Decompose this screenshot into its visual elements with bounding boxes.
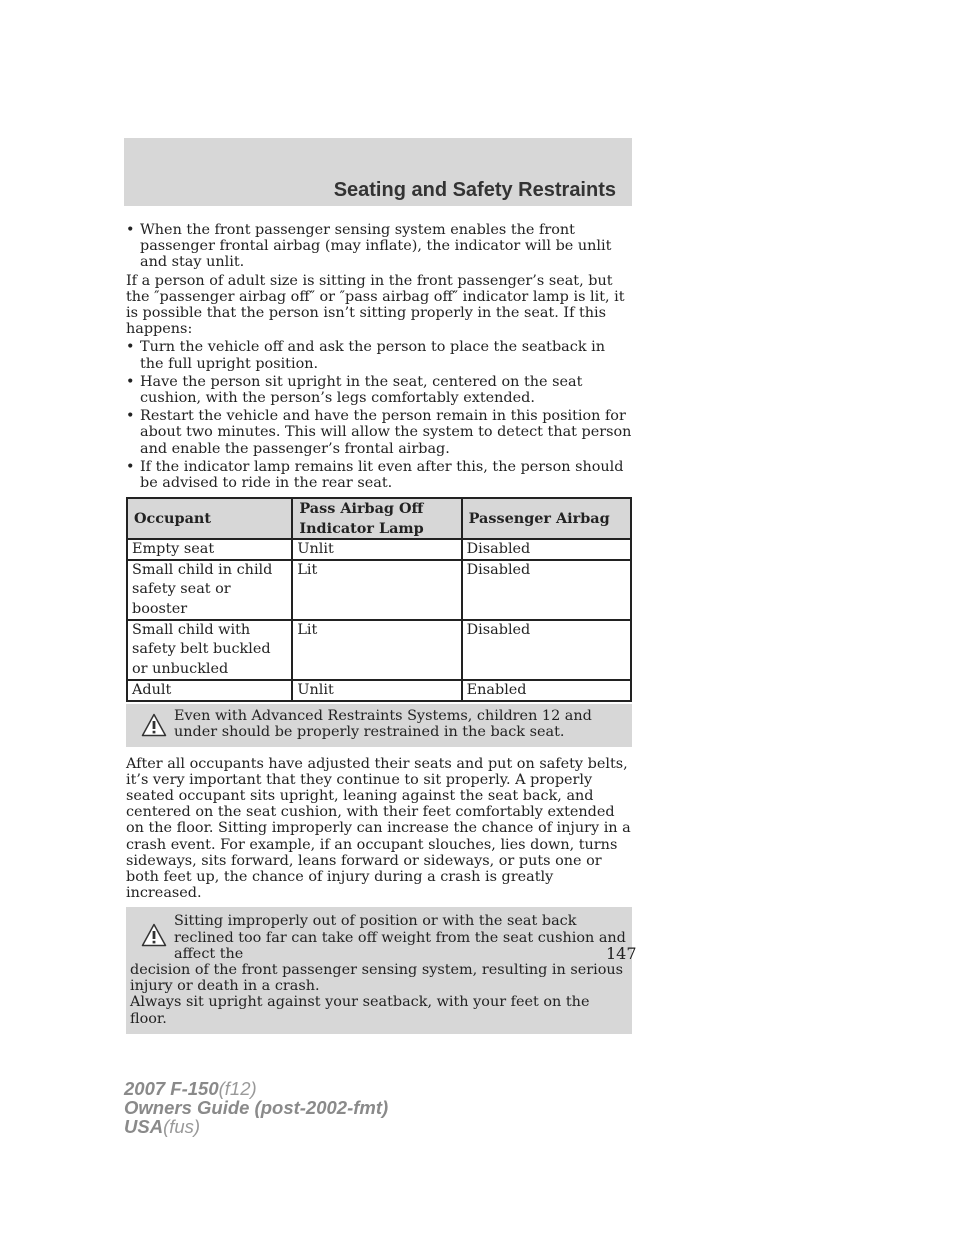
warning-text-continued: decision of the front passenger sensing system, resulting in serious injury or death in a crash. <box>130 962 624 995</box>
table-cell: Adult <box>127 680 292 701</box>
column-header-indicator-lamp: Pass Airbag Off Indicator Lamp <box>292 498 461 539</box>
step-item <box>126 459 632 491</box>
step-text: Turn the vehicle off and ask the person to place the seatback in the full upright position. <box>140 339 605 372</box>
warning-triangle-icon <box>141 713 167 737</box>
paragraph-adult-passenger: If a person of adult size is sitting in the front passenger’s seat, but the ″passenger airbag off″ or ″pass airbag off″ indicator lamp is lit, it is possible that the person isn’t sitting properly in the seat. If this happens: <box>126 272 625 338</box>
footer-market-line <box>124 1117 388 1136</box>
table-cell: Small child in child safety seat or booster <box>127 560 292 620</box>
table-row <box>127 560 631 620</box>
bullet-item <box>126 222 632 271</box>
warning-box-children <box>126 704 632 746</box>
section-title: Seating and Safety Restraints <box>333 179 616 201</box>
document-footer <box>124 1079 388 1136</box>
column-header-passenger-airbag: Passenger Airbag <box>462 498 631 539</box>
table-row <box>127 620 631 680</box>
bullet-marker: • <box>126 458 135 475</box>
footer-model-line <box>124 1079 388 1098</box>
warning-triangle-icon <box>141 923 167 947</box>
bullet-marker: • <box>126 222 135 238</box>
table-cell: Unlit <box>292 539 461 560</box>
warning-text: Even with Advanced Restraints Systems, children 12 and under should be properly restrained in the back seat. <box>174 708 592 741</box>
bullet-marker: • <box>126 408 135 425</box>
warning-text-intro: Sitting improperly out of position or with the seat back reclined too far can take off weight from the seat cushion and affect the <box>174 913 626 962</box>
warning-box-seating-position <box>126 907 632 1033</box>
bullet-text: When the front passenger sensing system enables the front passenger frontal airbag (may inflate), the indicator will be unlit and stay unlit. <box>140 222 612 271</box>
table-cell: Enabled <box>462 680 631 701</box>
table-cell: Unlit <box>292 680 461 701</box>
footer-market-code: (fus) <box>163 1116 201 1137</box>
table-cell: Disabled <box>462 560 631 620</box>
table-header-row <box>127 498 631 539</box>
table-row <box>127 680 631 701</box>
page-number: 147 <box>606 944 637 963</box>
step-text: Have the person sit upright in the seat, centered on the seat cushion, with the person’s legs comfortably extended. <box>140 373 583 407</box>
bullet-marker: • <box>126 373 135 390</box>
step-text: Restart the vehicle and have the person remain in this position for about two minutes. This will allow the system to detect that person and enable the passenger’s frontal airbag. <box>140 408 632 457</box>
step-text: If the indicator lamp remains lit even after this, the person should be advised to ride in the rear seat. <box>140 458 624 492</box>
footer-guide: Owners Guide (post-2002-fmt) <box>124 1097 389 1118</box>
paragraph-sitting-properly: After all occupants have adjusted their seats and put on safety belts, it’s very important that they continue to sit properly. A properly seated occupant sits upright, leaning against the seat back, and centered on the seat cushion, with their feet comfortably extended on the floor. Sitting improperly can increase the chance of injury in a crash event. For example, if an occupant slouches, lies down, turns sideways, sits forward, leans forward or sideways, or puts one or both feet up, the chance of injury during a crash is greatly increased. <box>126 755 631 902</box>
table-cell: Disabled <box>462 539 631 560</box>
occupant-airbag-table <box>126 497 632 702</box>
step-item <box>126 408 632 457</box>
table-cell: Small child with safety belt buckled or unbuckled <box>127 620 292 680</box>
page-content <box>126 222 632 1034</box>
section-header <box>124 138 632 206</box>
warning-text-advice: Always sit upright against your seatback, with your feet on the floor. <box>130 994 590 1027</box>
footer-model: 2007 F-150 <box>124 1078 219 1099</box>
table-cell: Lit <box>292 620 461 680</box>
step-item <box>126 374 632 406</box>
column-header-occupant: Occupant <box>127 498 292 539</box>
footer-model-code: (f12) <box>218 1078 257 1099</box>
table-cell: Empty seat <box>127 539 292 560</box>
table-cell: Lit <box>292 560 461 620</box>
table-row <box>127 539 631 560</box>
footer-guide-line <box>124 1098 388 1117</box>
step-item <box>126 339 632 371</box>
bullet-marker: • <box>126 339 135 356</box>
table-cell: Disabled <box>462 620 631 680</box>
footer-market: USA <box>124 1116 164 1137</box>
